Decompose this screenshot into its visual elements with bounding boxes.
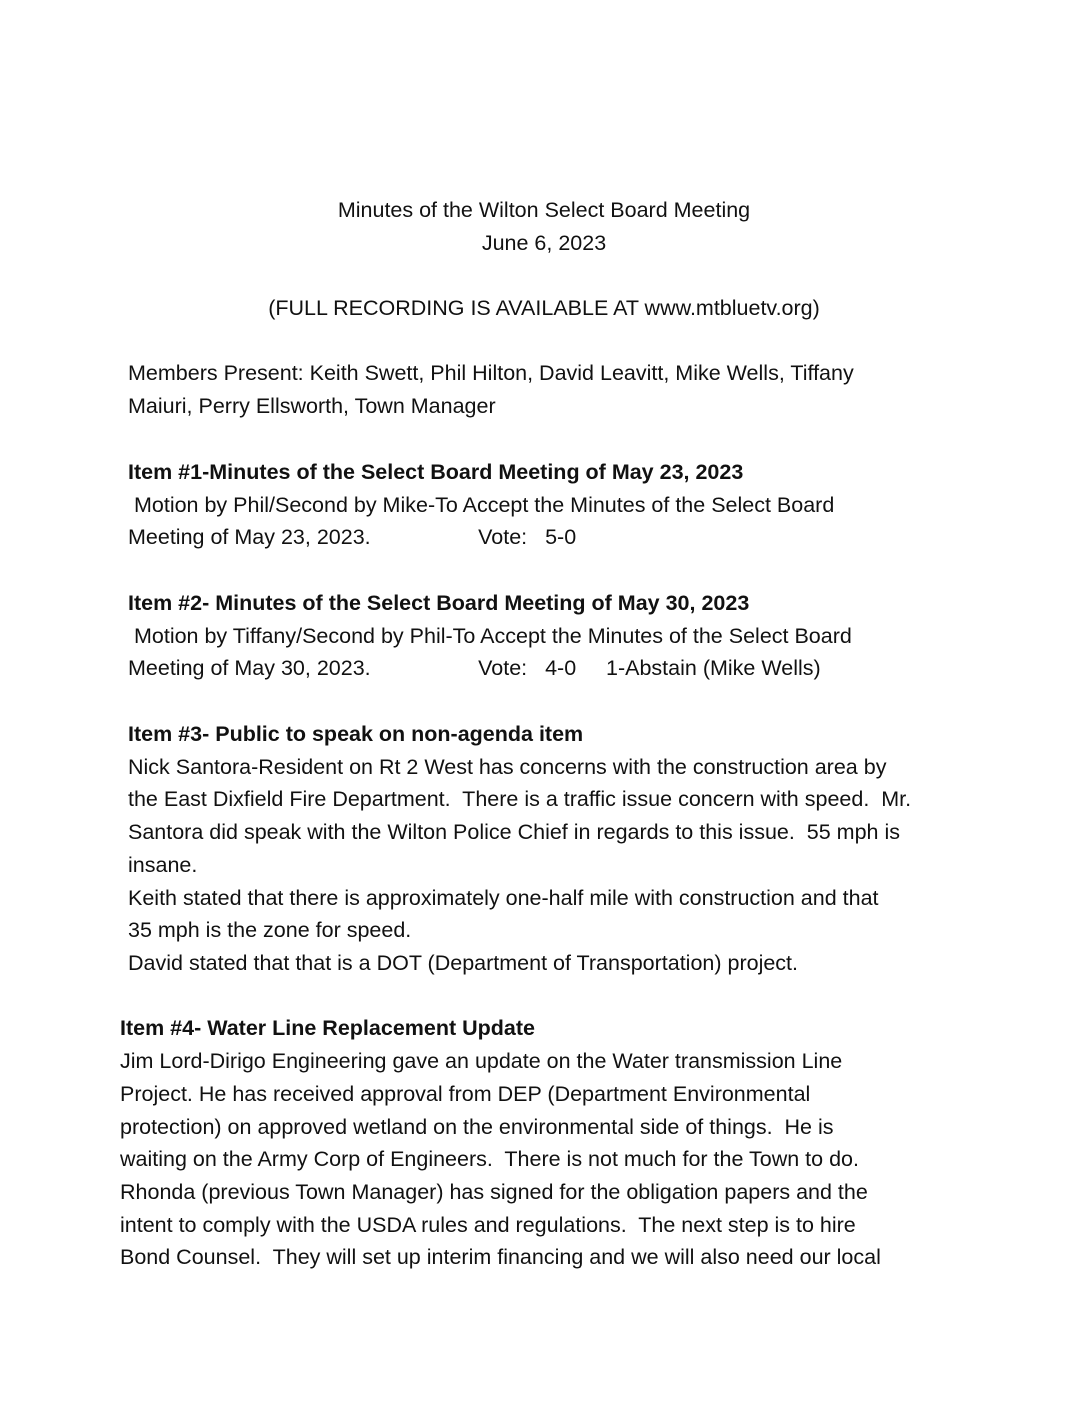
item-3-line-6: 35 mph is the zone for speed. [128,918,412,942]
item-1-line-1: Motion by Phil/Second by Mike-To Accept the Minutes of the Select Board [128,493,835,517]
item-4-heading: Item #4- Water Line Replacement Update [120,1016,535,1040]
item-4-line-5: Rhonda (previous Town Manager) has signed for the obligation papers and the [120,1180,868,1204]
members-present-line-2: Maiuri, Perry Ellsworth, Town Manager [128,394,496,418]
item-4-line-4: waiting on the Army Corp of Engineers. There is not much for the Town to do. [120,1147,859,1171]
recording-note: (FULL RECORDING IS AVAILABLE AT www.mtbluetv.org) [268,296,820,320]
item-3-heading: Item #3- Public to speak on non-agenda item [128,722,584,746]
item-4-line-6: intent to comply with the USDA rules and regulations. The next step is to hire [120,1213,856,1237]
item-1-line-2: Meeting of May 23, 2023. Vote: 5-0 [128,525,577,549]
item-2-heading: Item #2- Minutes of the Select Board Meeting of May 30, 2023 [128,591,750,615]
item-3-line-4: insane. [128,853,198,877]
item-4-line-3: protection) on approved wetland on the environmental side of things. He is [120,1115,834,1139]
item-3-line-2: the East Dixfield Fire Department. There is a traffic issue concern with speed. Mr. [128,787,912,811]
members-present-line-1: Members Present: Keith Swett, Phil Hilton, David Leavitt, Mike Wells, Tiffany [128,361,854,385]
item-3-line-3: Santora did speak with the Wilton Police Chief in regards to this issue. 55 mph is [128,820,900,844]
item-4-line-7: Bond Counsel. They will set up interim financing and we will also need our local [120,1245,881,1269]
item-2-line-2: Meeting of May 30, 2023. Vote: 4-0 1-Abstain (Mike Wells) [128,656,821,680]
document-title: Minutes of the Wilton Select Board Meeting [337,198,751,222]
item-4-line-2: Project. He has received approval from DEP (Department Environmental [120,1082,811,1106]
meeting-date: June 6, 2023 [481,231,607,255]
item-4-line-1: Jim Lord-Dirigo Engineering gave an update on the Water transmission Line [120,1049,843,1073]
item-3-line-1: Nick Santora-Resident on Rt 2 West has concerns with the construction area by [128,755,887,779]
item-2-line-1: Motion by Tiffany/Second by Phil-To Accept the Minutes of the Select Board [128,624,852,648]
item-1-heading: Item #1-Minutes of the Select Board Meeting of May 23, 2023 [128,460,744,484]
item-3-line-7: David stated that that is a DOT (Department of Transportation) project. [128,951,798,975]
item-3-line-5: Keith stated that there is approximately one-half mile with construction and that [128,886,879,910]
